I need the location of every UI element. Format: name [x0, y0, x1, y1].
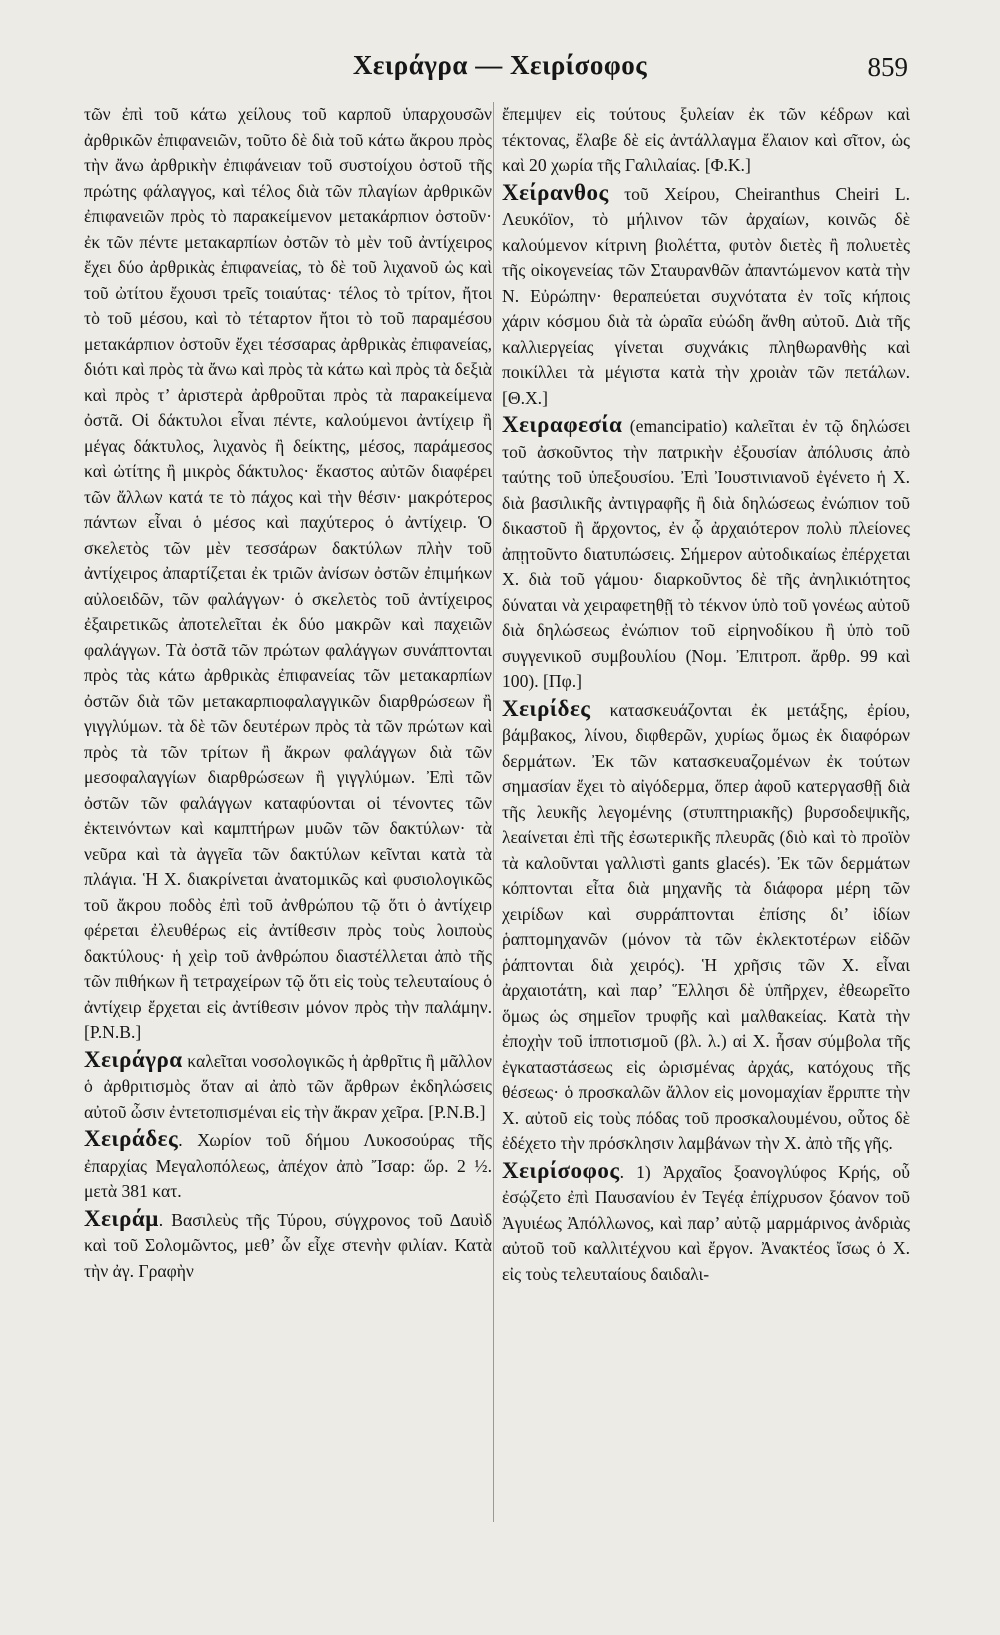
page-number: 859	[867, 52, 908, 82]
running-head: Χειράγρα — Χειρίσοφος	[352, 50, 648, 80]
entry-cheirisofos	[502, 1158, 910, 1288]
entry-text: (emancipatio) καλεῖται ἐν τῷ δηλώσει τοῦ ἀσκοῦντος τὴν πατρικὴν ἐξουσίαν ἀπόλυσις ἀπὸ ταύτης τοῦ ὑπεξουσίου. Ἐπὶ Ἰουστινιανοῦ ἐγένετο ἡ Χ. διὰ βασιλικῆς ἀντιγραφῆς ἢ διὰ δηλώσεως ἐνώπιον τοῦ δικαστοῦ ἢ ἄρχοντος, ἐν ᾧ ἀρχαιότερον πολὺ πλείονες ἀπῃτοῦντο διατυπώσεις. Σήμερον αὐτοδικαίως ἐπέρχεται Χ. διὰ τοῦ γάμου· διαρκοῦντος δὲ τῆς ἀνηλικιότητος δύναται νὰ χειραφετηθῇ τὸ τέκνον ὑπὸ τοῦ γονέως αὐτοῦ διὰ δηλώσεως ἐνώπιον τοῦ εἰρηνοδίκου ἢ ὑπὸ τοῦ συγγενικοῦ συμβουλίου (Νομ. Ἐπιτροπ. ἄρθρ. 99 καὶ 100). [Πφ.]	[502, 416, 910, 691]
entry-cheiranthos	[502, 180, 910, 412]
entry-headword: Χειράδες	[84, 1126, 179, 1151]
entry-text: . Βασιλεὺς τῆς Τύρου, σύγχρονος τοῦ Δαυὶδ καὶ τοῦ Σολομῶντος, μεθ’ ὧν εἶχε στενὴν φιλίαν. Κατὰ τὴν ἀγ. Γραφὴν	[84, 1209, 492, 1281]
entry-cheirades	[84, 1126, 492, 1205]
entry-headword: Χειρίσοφος	[502, 1157, 620, 1183]
entry-headword: Χειραφεσία	[502, 412, 623, 437]
entry-headword: Χειρίδες	[502, 695, 591, 721]
entry-continuation	[84, 102, 492, 1046]
column-divider	[493, 102, 494, 1522]
entry-continuation	[502, 102, 910, 179]
entry-headword: Χειράμ	[84, 1205, 159, 1231]
left-column	[84, 102, 492, 1284]
entry-text: ἔπεμψεν εἰς τούτους ξυλείαν ἐκ τῶν κέδρων καὶ τέκτονας, ἔλαβε δὲ εἰς ἀντάλλαγμα ἔλαιον καὶ σῖτον, ὡς καὶ 20 χωρία τῆς Γαλιλαίας. [Φ.Κ.]	[502, 104, 910, 175]
entry-text: τῶν ἐπὶ τοῦ κάτω χείλους τοῦ καρποῦ ὑπαρχουσῶν ἀρθρικῶν ἐπιφανειῶν, τοῦτο δὲ διὰ τοῦ κάτω ἄκρου πρὸς τὴν ἄνω ἀρθρικὴν ἐπιφάνειαν τοῦ συστοίχου ὀστοῦ τῆς πρώτης φάλαγγος, καὶ τέλος διὰ τῶν πλαγίων ἀρθρικῶν ἐπιφανειῶν πρὸς τὸ παρακείμενον μετακάρπιον ὀστοῦν· ἐκ τῶν πέντε μετακαρπίων ὀστῶν τὸ μὲν τοῦ ἀντίχειρος ἔχει δύο ἀρθρικὰς ἐπιφανείας, τὸ δὲ τοῦ λιχανοῦ ὡς καὶ τοῦ ὠτίτου ἔχουσι τρεῖς τοιαύτας· τέλος τὸ τρίτον, ἤτοι τὸ τοῦ μέσου, καὶ τὸ τέταρτον ἤτοι τὸ τοῦ παραμέσου μετακάρπιον ὀστοῦν ἔχει τέσσαρας ἀρθρικὰς ἐπιφανείας, διότι καὶ πρὸς τὰ ἄνω καὶ πρὸς τὰ κάτω καὶ πρὸς τὰ δεξιὰ καὶ πρὸς τ’ ἀριστερὰ ἀρθροῦται πρὸς τὰ παρακείμενα ὀστᾶ. Οἱ δάκτυλοι εἶναι πέντε, καλούμενοι ἀντίχειρ ἢ μέγας δάκτυλος, λιχανὸς ἢ δείκτης, μέσος, παράμεσος καὶ ὠτίτης ἢ μικρὸς δάκτυλος· ἕκαστος αὐτῶν διαφέρει τῶν ἄλλων κατά τε τὸ πάχος καὶ τὴν θέσιν· μακρότερος πάντων εἶναι ὁ μέσος καὶ παχύτερος ὁ ἀντίχειρ. Ὁ σκελετὸς τῶν μὲν τεσσάρων δακτύλων πλὴν τοῦ ἀντίχειρος ἀπαρτίζεται ἐκ τριῶν ἀνίσων ὀστῶν ἐπιμήκων αὐλοειδῶν, τῶν φαλάγγων· ὁ σκελετὸς τοῦ ἀντίχειρος ἐξαιρετικῶς ἀποτελεῖται ἐκ δύο μακρῶν καὶ παχειῶν φαλάγγων. Τὰ ὀστᾶ τῶν πρώτων φαλάγγων συνάπτονται πρὸς τὰς κάτω ἀρθρικὰς ἐπιφανείας τῶν μετακαρπίων ὀστῶν διὰ τῶν μετακαρπιοφαλαγγικῶν διαρθρώσεων ἢ γιγγλύμων. τὰ δὲ τῶν δευτέρων πρὸς τὰ τῶν πρώτων καὶ πρὸς τὰ τῶν τρίτων ἢ ἄκρων φαλάγγων διὰ τῶν μεσοφαλαγγίων διαρθρώσεων ἢ γιγγλύμων. Ἐπὶ τῶν ὀστῶν τῶν φαλάγγων καταφύονται οἱ τένοντες τῶν ἐκτεινόντων καὶ καμπτήρων μυῶν τῶν δακτύλων· τὰ νεῦρα καὶ τὰ ἀγγεῖα τῶν δακτύλων κεῖνται κατὰ τὰ πλάγια. Ἡ Χ. διακρίνεται ἀνατομικῶς καὶ φυσιολογικῶς τοῦ ἄκρου ποδὸς ἐπὶ τοῦ ἀνθρώπου τῷ ὅτι ὁ ἀντίχειρ φέρεται ἐλευθέρως εἰς ἀντίθεσιν πρὸς τοὺς λοιποὺς δακτύλους· ἡ χεὶρ τοῦ ἀνθρώπου διαστέλλεται ἀπὸ τῆς τῶν πιθήκων ἢ τετραχείρων τῷ ὅτι εἰς τοὺς τελευταίους ὁ ἀντίχειρ ἔρχεται εἰς ἀντίθεσιν μόνον πρὸς τὴν παλάμην. [Ρ.Ν.Β.]	[84, 104, 492, 1042]
entry-cheiragra	[84, 1047, 492, 1126]
entry-cheirafesia	[502, 412, 910, 695]
entry-text: τοῦ Χείρου, Cheiranthus Cheiri L. Λευκόϊον, τὸ μήλινον τῶν ἀρχαίων, κοινῶς δὲ καλούμενον κίτρινη βιολέττα, φυτὸν διετὲς ἢ πολυετὲς τῆς οἰκογενείας τῶν Σταυρανθῶν ἀπαντώμενον κατὰ τὴν Ν. Εὐρώπην· θεραπεύεται συχνότατα ἐν τοῖς κήποις χάριν κόσμου διὰ τὰ ὡραῖα εὐώδη ἄνθη αὐτοῦ. Διὰ τῆς καλλιεργείας γίνεται συχνάκις πληθωρανθὴς καὶ ποικίλλει τὰ μέγιστα κατὰ τὴν χροιὰν τῶν πετάλων. [Θ.Χ.]	[502, 183, 910, 408]
right-column	[502, 102, 910, 1287]
entry-text: καλεῖται νοσολογικῶς ἡ ἀρθρῖτις ἢ μᾶλλον ὁ ἀρθριτισμὸς ὅταν αἱ ἀπὸ τῶν ἄρθρων ἐκδηλώσεις αὐτοῦ ὦσιν ἐντετοπισμέναι εἰς τὴν ἄκραν χεῖρα. [Ρ.Ν.Β.]	[84, 1050, 492, 1122]
entry-cheiram	[84, 1206, 492, 1285]
entry-cheirides	[502, 696, 910, 1157]
entry-headword: Χειράγρα	[84, 1046, 183, 1072]
entry-text: . 1) Ἀρχαῖος ξοανογλύφος Κρής, οὗ ἐσῴζετο ἐπὶ Παυσανίου ἐν Τεγέᾳ ἐπίχρυσον ξόανον τοῦ Ἀγυιέως Ἀπόλλωνος, καὶ παρ’ αὐτῷ μαρμάρινος ἀνδριὰς αὐτοῦ τοῦ καλλιτέχνου καὶ ἔργον. Ἀνακτέος ἴσως ὁ Χ. εἰς τοὺς τελευταίους δαιδαλι-	[502, 1161, 910, 1284]
entry-headword: Χείρανθος	[502, 179, 609, 205]
entry-text: κατασκευάζονται ἐκ μετάξης, ἐρίου, βάμβακος, λίνου, διφθερῶν, χυρίως ὅμως ἐκ διαφόρων δερμάτων. Ἐκ τῶν κατασκευαζομένων ἐκ τούτων σημασίαν ἔχει τὸ αἰγόδερμα, ὅπερ ἀφοῦ κατεργασθῇ διὰ τῆς λευκῆς λεγομένης (στυπτηριακῆς) βυρσοδεψικῆς, λεαίνεται ἐπὶ τῆς ἐσωτερικῆς πλευρᾶς (διὸ καὶ τὸ προϊὸν τὰ καλοῦνται γαλλιστὶ gants glacés). Ἐκ τῶν δερμάτων κόπτονται εἶτα διὰ μηχανῆς τὰ διάφορα μέρη τῶν χειρίδων καὶ συρράπτονται ἐπίσης δι’ ἰδίων ῥαπτομηχανῶν (μόνον τὰ τῶν ἐκλεκτοτέρων εἰδῶν ῥάπτονται διὰ χειρός). Ἡ χρῆσις τῶν Χ. εἶναι ἀρχαιοτάτη, καὶ παρ’ Ἕλλησι δὲ ὑπῆρχεν, ἐθεωρεῖτο ὅμως ὡς σημεῖον τρυφῆς καὶ μαλθακείας. Κατὰ τὴν ἐποχὴν τοῦ ἱπποτισμοῦ (βλ. λ.) αἱ Χ. ἦσαν σύμβολα τῆς ἐγκαταστάσεως εἰς ὡρισμένας ἀρχάς, κατόχους τῆς θέσεως· ὁ προσκαλῶν ἄλλον εἰς μονομαχίαν ἔρριπτε τὴν Χ. αὐτοῦ εἰς τοὺς πόδας τοῦ προσκαλουμένου, οὗτος δὲ ἐδέχετο τὴν πρόσκλησιν λαμβάνων τὴν Χ. ἀπὸ τῆς γῆς.	[502, 699, 910, 1153]
entry-text: . Χωρίον τοῦ δήμου Λυκοσούρας τῆς ἐπαρχίας Μεγαλοπόλεως, ἀπέχον ἀπὸ Ἴσαρ: ὥρ. 2 ½. μετὰ 381 κατ.	[84, 1130, 492, 1201]
